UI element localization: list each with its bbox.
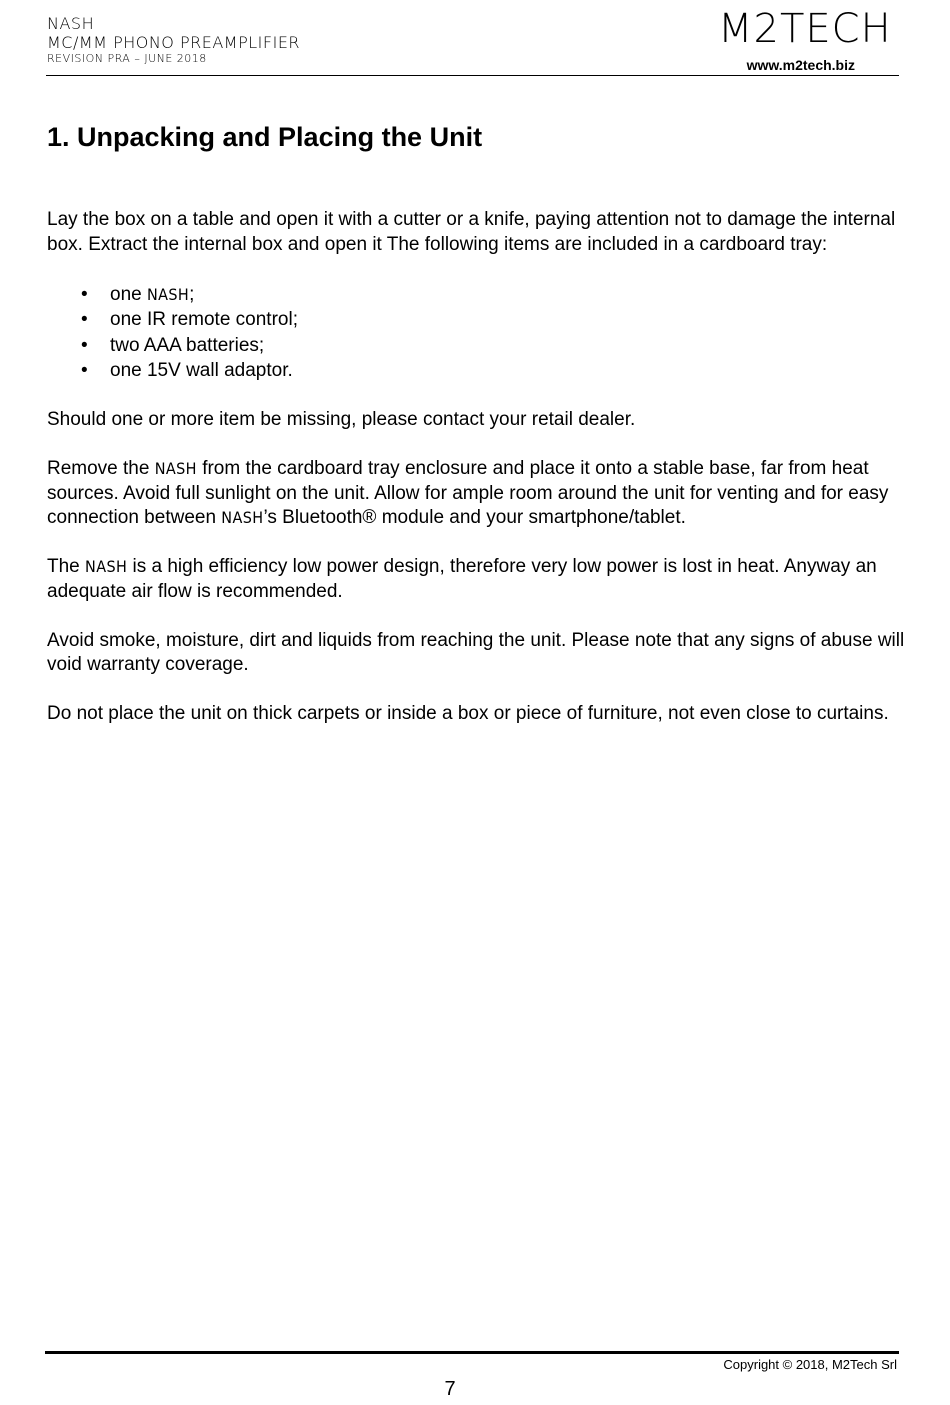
intro-paragraph: Lay the box on a table and open it with a cutter or a knife, paying attention not to damage the internal box. Extract the internal box and open it The following items are included in a cardboard tray: [47, 209, 896, 255]
list-item-text: one IR remote control; [110, 309, 298, 330]
list-item [47, 307, 907, 333]
text-run: is a high efficiency low power design, therefore very low power is lost in heat. Anyway an adequate air flow is recommended. [47, 556, 877, 602]
header-divider [46, 75, 899, 76]
included-items-list [47, 282, 907, 384]
bullet-icon: • [81, 334, 88, 356]
document-header-info [47, 14, 300, 66]
efficiency-paragraph [47, 555, 907, 604]
bullet-icon: • [81, 283, 88, 305]
bullet-icon: • [81, 309, 88, 330]
list-item-text: one [110, 283, 147, 305]
footer-divider [45, 1351, 899, 1354]
list-item [47, 358, 907, 384]
document-body [47, 208, 907, 751]
environment-paragraph: Avoid smoke, moisture, dirt and liquids from reaching the unit. Please note that any signs of abuse will void warranty coverage. [47, 629, 905, 675]
brand-name: NASH [146, 284, 190, 304]
text-run: Remove the [47, 458, 155, 479]
bullet-icon: • [81, 360, 88, 381]
brand-name: NASH [221, 508, 264, 527]
list-item [47, 333, 907, 359]
website-url: www.m2tech.biz [746, 57, 855, 73]
section-title: 1. Unpacking and Placing the Unit [47, 122, 483, 152]
placement-warning-paragraph: Do not place the unit on thick carpets or inside a box or piece of furniture, not even close to curtains. [47, 703, 889, 724]
text-run: The [47, 556, 86, 577]
product-name: NASH [47, 14, 95, 33]
text-run: ’s Bluetooth® module and your smartphone/tablet. [263, 507, 686, 528]
list-item [47, 282, 907, 308]
missing-items-paragraph: Should one or more item be missing, please contact your retail dealer. [47, 409, 636, 430]
list-item-suffix: ; [189, 283, 195, 305]
list-item-text: two AAA batteries; [110, 334, 265, 356]
product-subtitle: MC/MM PHONO PREAMPLIFIER [47, 33, 301, 52]
brand-name: NASH [154, 459, 197, 478]
copyright-notice: Copyright © 2018, M2Tech Srl [723, 1357, 897, 1372]
page-number: 7 [444, 1378, 456, 1400]
revision-line: REVISION PRA – JUNE 2018 [47, 52, 207, 65]
list-item-text: one 15V wall adaptor. [110, 360, 293, 381]
text-run: from the cardboard tray enclosure and place it onto a stable base, far from heat sources. Avoid full sunlight on the unit. Allow for ample room around the unit for venting and for easy connection between [47, 458, 889, 528]
m2tech-logo: M2TECH [718, 6, 892, 52]
brand-name: NASH [85, 557, 128, 576]
placement-paragraph [47, 457, 907, 531]
